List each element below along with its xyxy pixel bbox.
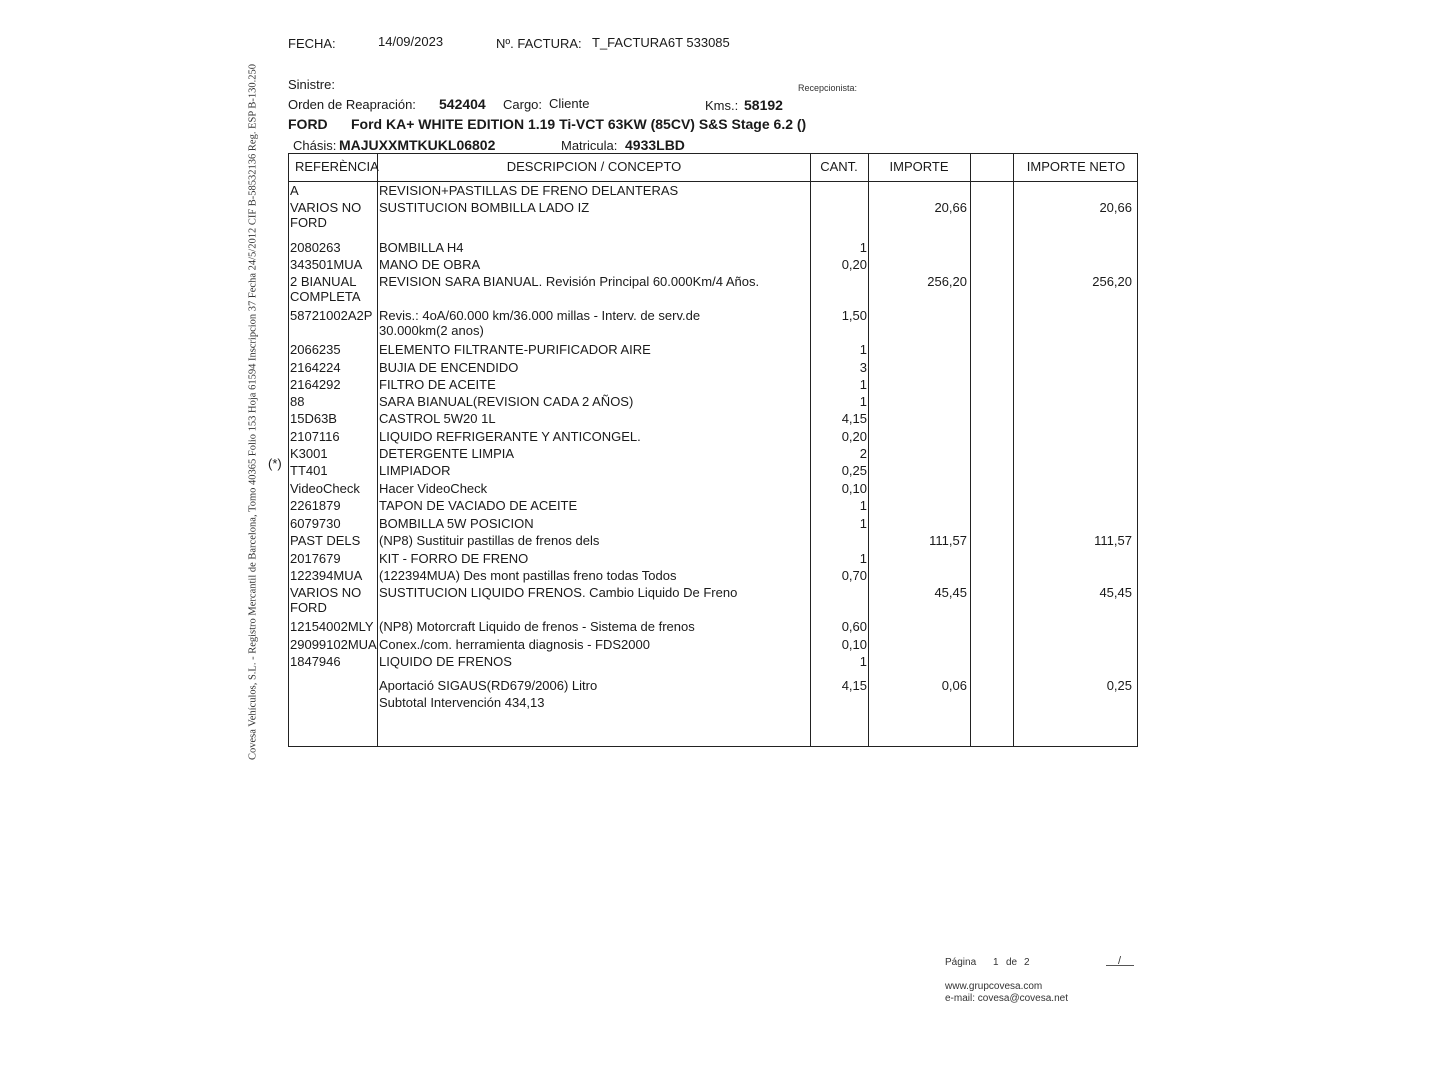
col-divider	[868, 154, 869, 746]
cell-descripcion	[379, 481, 809, 496]
cell-importe-neto	[1014, 533, 1132, 548]
cell-cant-text: 4,15	[841, 411, 867, 426]
header-cant: CANT.	[820, 159, 858, 174]
cell-referencia	[290, 446, 378, 461]
cell-referencia-text: TT401	[290, 463, 328, 478]
cell-descripcion	[379, 585, 809, 600]
cell-referencia	[290, 533, 378, 548]
cell-descripcion	[379, 377, 809, 392]
cell-cant	[811, 619, 867, 634]
cell-importe-neto-text: 20,66	[1099, 200, 1132, 215]
cell-descripcion	[379, 678, 809, 693]
cell-importe-text: 45,45	[934, 585, 967, 600]
cell-descripcion	[379, 533, 809, 548]
cell-referencia	[290, 481, 378, 496]
cell-referencia	[290, 257, 378, 272]
pagina-total: 2	[1024, 957, 1030, 968]
col-divider	[970, 154, 971, 746]
cell-importe	[869, 678, 967, 693]
cell-cant-text: 3	[859, 360, 867, 375]
cell-importe-neto-text: 111,57	[1094, 533, 1132, 548]
cell-cant-text: 1	[859, 240, 867, 255]
cell-cant	[811, 360, 867, 375]
cell-importe	[869, 200, 967, 215]
cell-referencia-text: 2261879	[290, 498, 341, 513]
cell-referencia	[290, 342, 378, 357]
cell-cant	[811, 678, 867, 693]
cell-importe-text: 111,57	[929, 533, 967, 548]
cell-descripcion	[379, 360, 809, 375]
cell-descripcion	[379, 637, 809, 652]
cell-descripcion	[379, 411, 809, 426]
cell-descripcion-text: DETERGENTE LIMPIA	[379, 446, 515, 461]
cell-referencia-text: 2017679	[290, 551, 341, 566]
cell-referencia-text: 58721002A2P	[290, 308, 373, 323]
cell-descripcion-text: (NP8) Motorcraft Liquido de frenos - Sistema de frenos	[379, 619, 695, 634]
cell-descripcion	[379, 308, 809, 338]
chasis-value: MAJUXXMTKUKL06802	[339, 137, 496, 153]
cell-descripcion	[379, 619, 809, 634]
chasis-label: Chásis:	[293, 138, 337, 153]
cell-referencia	[290, 463, 378, 478]
pagina-label: Página	[945, 957, 977, 968]
cell-cant	[811, 257, 867, 272]
cell-descripcion-text: LIMPIADOR	[379, 463, 451, 478]
cell-cant-text: 1	[859, 377, 867, 392]
cell-referencia-text: 29099102MUA	[290, 637, 377, 652]
cell-cant-text: 1,50	[841, 308, 867, 323]
cell-importe	[869, 274, 967, 289]
cell-referencia	[290, 498, 378, 513]
cell-descripcion-text: CASTROL 5W20 1L	[379, 411, 496, 426]
cell-descripcion	[379, 551, 809, 566]
cell-descripcion	[379, 183, 809, 198]
footer-web: www.grupcovesa.com	[945, 981, 1043, 992]
cell-importe-neto-text: 0,25	[1106, 678, 1132, 693]
cell-cant-text: 0,10	[841, 637, 867, 652]
header-importe-neto: IMPORTE NETO	[1026, 159, 1126, 174]
cell-descripcion-text: Hacer VideoCheck	[379, 481, 488, 496]
cell-referencia-text: K3001	[290, 446, 328, 461]
cell-descripcion	[379, 257, 809, 272]
cell-descripcion-text: REVISION SARA BIANUAL. Revisión Principal 60.000Km/4 Años.	[379, 274, 760, 289]
cell-referencia-text: 88	[290, 394, 305, 409]
cell-referencia-text: VARIOS NO	[290, 585, 362, 600]
factura-label: Nº. FACTURA:	[496, 36, 582, 51]
cell-importe-neto-text: 256,20	[1092, 274, 1132, 289]
cell-referencia-text: 122394MUA	[290, 568, 363, 583]
recepcionista-label: Recepcionista:	[798, 83, 858, 93]
cell-cant	[811, 568, 867, 583]
cell-descripcion-text: ELEMENTO FILTRANTE-PURIFICADOR AIRE	[379, 342, 651, 357]
cell-importe-neto	[1014, 585, 1132, 600]
cell-referencia-text: 2 BIANUAL	[290, 274, 357, 289]
cell-descripcion	[379, 654, 809, 669]
cell-referencia-text-line2: FORD	[290, 215, 327, 230]
cell-referencia	[290, 551, 378, 566]
kms-label: Kms.:	[705, 98, 739, 113]
kms-value: 58192	[744, 97, 783, 113]
cell-cant	[811, 498, 867, 513]
cell-cant	[811, 446, 867, 461]
matricula-value: 4933LBD	[625, 137, 685, 153]
cell-cant	[811, 377, 867, 392]
cell-referencia	[290, 568, 378, 583]
cell-cant	[811, 394, 867, 409]
cell-referencia-text: 2107116	[290, 429, 340, 444]
cell-cant-text: 1	[859, 654, 867, 669]
cell-descripcion-text: SUSTITUCION LIQUIDO FRENOS. Cambio Liquido De Freno	[379, 585, 738, 600]
cell-descripcion-text: LIQUIDO REFRIGERANTE Y ANTICONGEL.	[379, 429, 641, 444]
cell-referencia	[290, 360, 378, 375]
cell-cant-text: 1	[859, 551, 867, 566]
cell-referencia-text: 2066235	[290, 342, 341, 357]
invoice-table	[288, 153, 1138, 747]
cell-descripcion-text: TAPON DE VACIADO DE ACEITE	[379, 498, 578, 513]
cell-cant-text: 0,20	[841, 257, 867, 272]
cell-referencia-text: 2080263	[290, 240, 341, 255]
matricula-label: Matricula:	[561, 138, 618, 153]
cell-cant-text: 1	[859, 394, 867, 409]
cell-descripcion	[379, 240, 809, 255]
cell-descripcion-text: BOMBILLA 5W POSICION	[379, 516, 534, 531]
cell-referencia-text: VARIOS NO	[290, 200, 362, 215]
cell-referencia	[290, 274, 378, 304]
registry-side-note: Covesa Vehículos, S.L. - Registro Mercantil de Barcelona, Tomo 40365 Folio 153 Hoja 61594 Inscripcion 37 Fecha 24/5/2012 CIF B-58532136 Reg. ESP B-130.250	[247, 63, 259, 761]
cell-referencia-text: PAST DELS	[290, 533, 361, 548]
cell-cant	[811, 654, 867, 669]
cell-referencia	[290, 429, 378, 444]
cell-descripcion-text: BUJIA DE ENCENDIDO	[379, 360, 519, 375]
header-referencia: REFERÈNCIA	[295, 159, 379, 174]
cell-cant-text: 0,25	[841, 463, 867, 478]
cell-referencia	[290, 585, 378, 615]
cell-referencia-text: 1847946	[290, 654, 341, 669]
cell-cant-text: 0,60	[841, 619, 867, 634]
factura-value: T_FACTURA6T 533085	[592, 35, 730, 50]
cell-referencia	[290, 654, 378, 669]
cell-cant	[811, 463, 867, 478]
cell-referencia-text: VideoCheck	[290, 481, 360, 496]
cell-descripcion-text: LIQUIDO DE FRENOS	[379, 654, 512, 669]
de-label: de	[1006, 957, 1018, 968]
cell-descripcion-text: BOMBILLA H4	[379, 240, 464, 255]
cell-importe	[869, 585, 967, 600]
orden-label: Orden de Reapración:	[288, 97, 416, 112]
cell-descripcion	[379, 429, 809, 444]
cell-referencia	[290, 308, 378, 323]
cell-importe-neto-text: 45,45	[1099, 585, 1132, 600]
cell-cant-text: 1	[859, 498, 867, 513]
orden-value: 542404	[439, 96, 486, 112]
cell-referencia-text: A	[290, 183, 299, 198]
footer-email: e-mail: covesa@covesa.net	[945, 993, 1068, 1004]
cell-referencia	[290, 200, 378, 230]
fecha-value: 14/09/2023	[378, 34, 444, 49]
cell-descripcion-text: Revis.: 4oA/60.000 km/36.000 millas - Interv. de serv.de	[379, 308, 701, 323]
cell-descripcion-text: (NP8) Sustituir pastillas de frenos dels	[379, 533, 600, 548]
cell-referencia	[290, 183, 378, 198]
footer-mark: /	[1118, 955, 1122, 967]
cell-referencia-text: 343501MUA	[290, 257, 363, 272]
cell-descripcion-text: FILTRO DE ACEITE	[379, 377, 496, 392]
pagina-num: 1	[993, 957, 999, 968]
cell-descripcion-text: MANO DE OBRA	[379, 257, 481, 272]
cell-descripcion	[379, 274, 809, 289]
cell-cant-text: 1	[859, 342, 867, 357]
cell-cant	[811, 551, 867, 566]
cell-importe	[869, 533, 967, 548]
cell-importe-neto	[1014, 274, 1132, 289]
vehicle-model: Ford KA+ WHITE EDITION 1.19 Ti-VCT 63KW (85CV) S&S Stage 6.2 ()	[351, 116, 807, 132]
cell-cant	[811, 411, 867, 426]
cell-referencia-text-line2: COMPLETA	[290, 289, 361, 304]
fecha-label: FECHA:	[288, 36, 336, 51]
cell-descripcion-text: KIT - FORRO DE FRENO	[379, 551, 529, 566]
vehicle-brand: FORD	[288, 116, 328, 132]
cell-importe-neto	[1014, 200, 1132, 215]
cell-cant-text: 1	[859, 516, 867, 531]
cell-referencia	[290, 411, 378, 426]
cell-descripcion-text: SARA BIANUAL(REVISION CADA 2 AÑOS)	[379, 394, 634, 409]
cell-referencia-text: 15D63B	[290, 411, 337, 426]
row-marker: (*)	[268, 456, 282, 471]
subtotal-text: Subtotal Intervención 434,13	[379, 695, 545, 710]
cell-cant	[811, 342, 867, 357]
col-divider	[1013, 154, 1014, 746]
cell-importe-neto	[1014, 678, 1132, 693]
cell-referencia-text: 12154002MLY	[290, 619, 374, 634]
cargo-value: Cliente	[549, 96, 590, 111]
cell-importe-text: 256,20	[927, 274, 967, 289]
cell-descripcion-text: Aportació SIGAUS(RD679/2006) Litro	[379, 678, 598, 693]
cell-cant-text: 0,10	[841, 481, 867, 496]
cell-referencia	[290, 619, 378, 634]
cell-descripcion	[379, 200, 809, 215]
cell-descripcion-text: Conex./com. herramienta diagnosis - FDS2000	[379, 637, 650, 652]
cell-cant	[811, 637, 867, 652]
cell-descripcion	[379, 446, 809, 461]
cell-importe-text: 0,06	[941, 678, 967, 693]
cell-descripcion	[379, 342, 809, 357]
cell-referencia-text: 2164292	[290, 377, 341, 392]
cell-descripcion	[379, 463, 809, 478]
cell-referencia-text: 6079730	[290, 516, 341, 531]
cell-descripcion-text-line2: 30.000km(2 anos)	[379, 323, 484, 338]
cell-descripcion-text: REVISION+PASTILLAS DE FRENO DELANTERAS	[379, 183, 679, 198]
cell-referencia	[290, 637, 378, 652]
cell-cant-text: 2	[859, 446, 867, 461]
cell-descripcion-text: (122394MUA) Des mont pastillas freno todas Todos	[379, 568, 677, 583]
cell-cant	[811, 481, 867, 496]
cell-cant	[811, 429, 867, 444]
cell-referencia	[290, 516, 378, 531]
cell-referencia	[290, 240, 378, 255]
cell-cant-text: 0,20	[841, 429, 867, 444]
header-importe: IMPORTE	[889, 159, 949, 174]
cell-descripcion	[379, 394, 809, 409]
cargo-label: Cargo:	[503, 97, 543, 112]
cell-referencia	[290, 377, 378, 392]
siniestro-label: Sinistre:	[288, 77, 335, 92]
header-descripcion: DESCRIPCION / CONCEPTO	[506, 159, 682, 174]
cell-cant	[811, 308, 867, 323]
cell-cant	[811, 516, 867, 531]
cell-descripcion	[379, 568, 809, 583]
cell-descripcion	[379, 516, 809, 531]
cell-descripcion	[379, 498, 809, 513]
cell-descripcion-text: SUSTITUCION BOMBILLA LADO IZ	[379, 200, 590, 215]
cell-referencia-text: 2164224	[290, 360, 341, 375]
cell-referencia	[290, 394, 378, 409]
cell-cant-text: 0,70	[841, 568, 867, 583]
cell-importe-text: 20,66	[934, 200, 967, 215]
cell-cant-text: 4,15	[841, 678, 867, 693]
cell-cant	[811, 240, 867, 255]
header-divider	[289, 181, 1137, 182]
cell-referencia-text-line2: FORD	[290, 600, 327, 615]
